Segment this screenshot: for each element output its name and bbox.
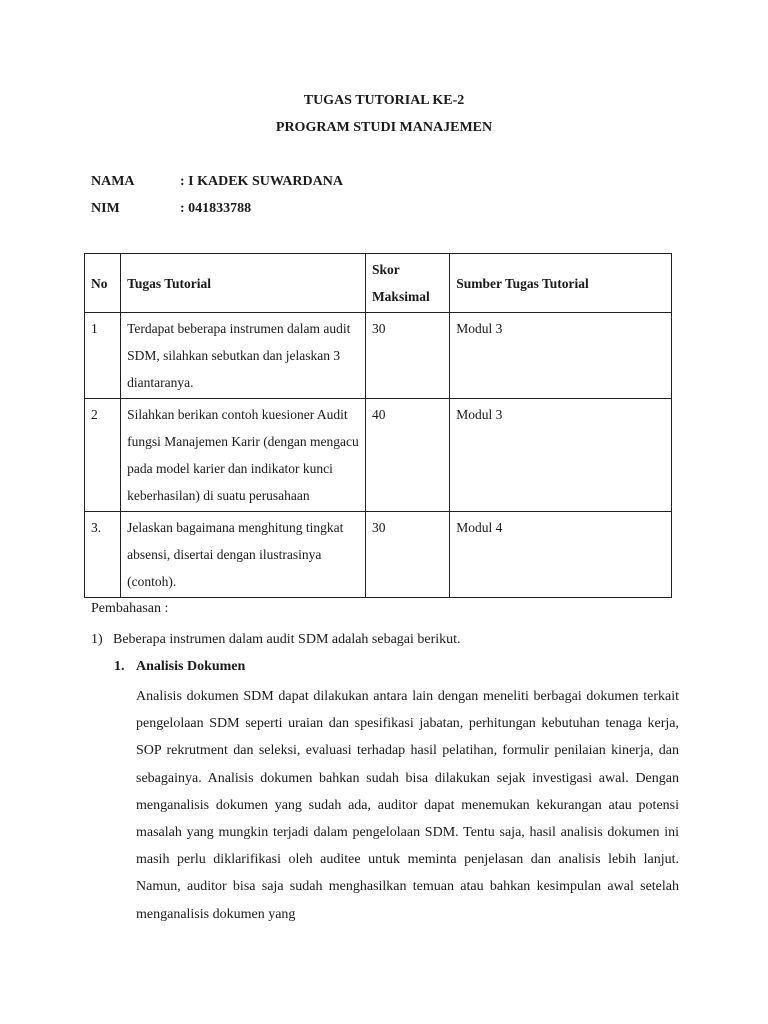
row-task: Jelaskan bagaimana menghitung tingkat absensi, disertai dengan ilustrasinya (contoh).	[121, 512, 366, 598]
point-1-number: 1)	[91, 632, 103, 647]
header-no: No	[85, 254, 121, 313]
subheading-1-number: 1.	[114, 659, 125, 674]
subheading-1-title: Analisis Dokumen	[136, 659, 246, 674]
header-score-line1: Skor	[371, 262, 400, 277]
student-nim-row	[91, 201, 251, 217]
name-value: : I KADEK SUWARDANA	[180, 174, 343, 189]
row-no: 1	[85, 313, 121, 399]
header-score	[365, 254, 449, 313]
header-task: Tugas Tutorial	[121, 254, 366, 313]
row-score: 30	[365, 512, 449, 598]
point-1	[91, 632, 461, 648]
nim-value: : 041833788	[180, 201, 252, 216]
header-source: Sumber Tugas Tutorial	[450, 254, 672, 313]
student-name-row	[91, 174, 343, 190]
table-header-row	[85, 254, 672, 313]
analysis-paragraph: Analisis dokumen SDM dapat dilakukan antara lain dengan meneliti berbagai dokumen terkait pengelolaan SDM seperti uraian dan spesifikasi jabatan, perhitungan kebutuhan tenaga kerja, SOP rekrutment dan seleksi, evaluasi terhadap hasil pelatihan, formulir penilaian kinerja, dan sebagainya. Analisis dokumen bahkan sudah bisa dilakukan sejak investigasi awal. Dengan menganalisis dokumen yang sudah ada, auditor dapat menemukan kekurangan atau potensi masalah yang mungkin terjadi dalam pengelolaan SDM. Tentu saja, hasil analisis dokumen ini masih perlu diklarifikasi oleh auditee untuk meminta penjelasan dan analisis lebih lanjut. Namun, auditor bisa saja sudah menghasilkan temuan atau bahkan kesimpulan awal setelah menganalisis dokumen yang	[136, 689, 679, 922]
row-source: Modul 3	[450, 399, 672, 512]
row-no: 2	[85, 399, 121, 512]
nim-label: NIM	[91, 201, 120, 216]
document-subtitle: PROGRAM STUDI MANAJEMEN	[275, 120, 493, 135]
point-1-text: Beberapa instrumen dalam audit SDM adalah sebagai berikut.	[113, 632, 461, 647]
document-title: TUGAS TUTORIAL KE-2	[303, 93, 465, 108]
subheading-1	[114, 659, 245, 675]
row-source: Modul 3	[450, 313, 672, 399]
task-table	[84, 253, 672, 598]
table-row	[85, 399, 672, 512]
header-score-line2: Maksimal	[371, 289, 430, 304]
row-no: 3.	[85, 512, 121, 598]
table-row	[85, 313, 672, 399]
table-row	[85, 512, 672, 598]
row-score: 40	[365, 399, 449, 512]
name-label: NAMA	[91, 174, 135, 189]
discussion-label: Pembahasan :	[91, 601, 169, 616]
row-score: 30	[365, 313, 449, 399]
row-task: Silahkan berikan contoh kuesioner Audit fungsi Manajemen Karir (dengan mengacu pada model karier dan indikator kunci keberhasilan) di suatu perusahaan	[121, 399, 366, 512]
row-task: Terdapat beberapa instrumen dalam audit SDM, silahkan sebutkan dan jelaskan 3 diantaranya.	[121, 313, 366, 399]
row-source: Modul 4	[450, 512, 672, 598]
